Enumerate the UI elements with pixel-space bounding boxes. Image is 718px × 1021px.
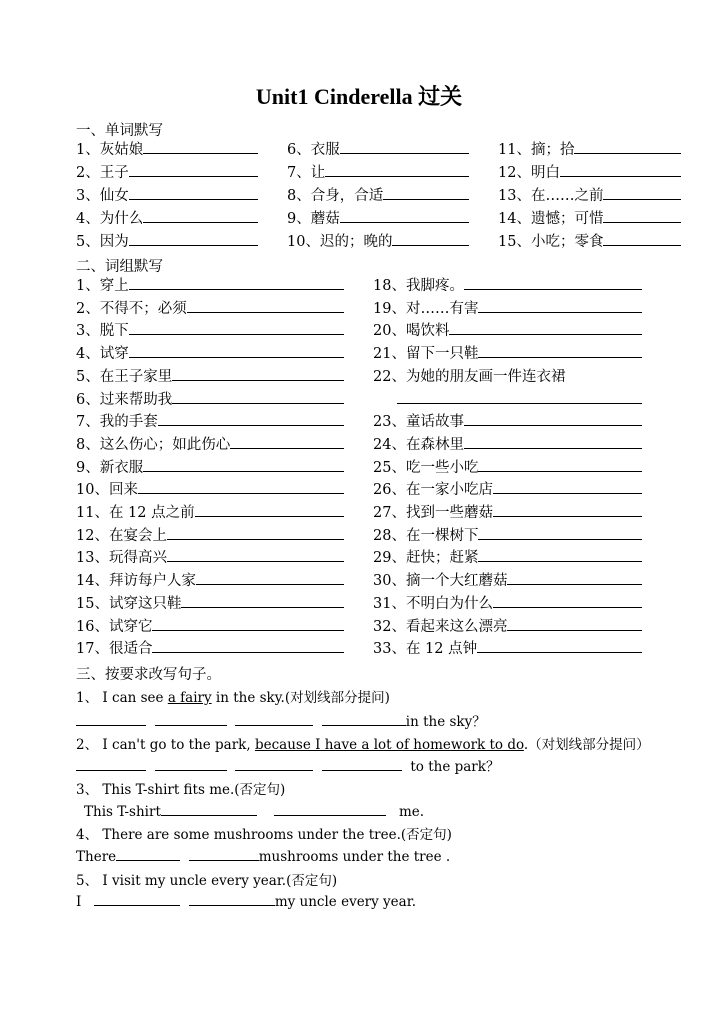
answer-blank[interactable] <box>478 343 642 358</box>
phrase-prompt: 8、这么伤心；如此伤心 <box>76 436 231 453</box>
answer-blank[interactable] <box>143 208 258 223</box>
question-3: 3、 This T-shirt fits me.(否定句) <box>76 782 286 798</box>
answer-blank[interactable] <box>464 411 642 426</box>
phrase-prompt: 33、在 12 点钟 <box>373 641 478 658</box>
answer-blank[interactable] <box>478 547 642 562</box>
phrase-prompt: 29、赶快；赶紧 <box>373 550 479 567</box>
answer-blank[interactable] <box>138 479 344 494</box>
phrase-prompt: 23、童话故事 <box>373 414 464 431</box>
phrase-prompt: 12、在宴会上 <box>76 527 167 544</box>
answer-blank[interactable] <box>392 231 469 246</box>
answer-blank[interactable] <box>560 162 681 177</box>
answer-blank[interactable] <box>477 638 642 653</box>
word-item <box>498 231 681 253</box>
answer-blank[interactable] <box>129 320 344 335</box>
answer-blank[interactable] <box>143 139 258 154</box>
answer-blank[interactable] <box>129 162 258 177</box>
phrase-prompt: 17、很适合 <box>76 641 153 658</box>
phrase-item <box>76 411 344 433</box>
phrase-prompt: 16、试穿它 <box>76 618 153 635</box>
phrase-prompt: 10、回来 <box>76 482 138 499</box>
phrase-item <box>76 547 344 569</box>
phrase-item <box>373 389 642 411</box>
answer-blank[interactable] <box>230 434 344 449</box>
answer-blank[interactable] <box>167 547 344 562</box>
answer-blank[interactable] <box>172 389 344 404</box>
word-prompt: 13、在……之前 <box>498 188 604 204</box>
phrase-item <box>76 616 344 638</box>
question-1: 1、 I can see a fairy in the sky.(对划线部分提问) <box>76 690 390 706</box>
phrase-prompt: 9、新衣服 <box>76 459 144 476</box>
phrase-item <box>373 457 642 479</box>
phrase-prompt: 20、喝饮料 <box>373 323 450 340</box>
answer-blank[interactable] <box>158 411 344 426</box>
answer-blank[interactable] <box>493 593 642 608</box>
phrase-item <box>373 547 642 569</box>
answer-line-2[interactable]: to the park？ <box>76 755 499 775</box>
phrase-prompt: 21、留下一只鞋 <box>373 346 479 363</box>
phrase-prompt: 27、找到一些蘑菇 <box>373 505 493 521</box>
question-5: 5、 I visit my uncle every year.(否定句) <box>76 873 338 889</box>
phrase-prompt: 13、玩得高兴 <box>76 550 167 567</box>
phrase-item <box>76 638 344 660</box>
phrase-item <box>373 434 642 456</box>
answer-blank[interactable] <box>603 231 681 246</box>
word-item <box>498 185 681 207</box>
answer-blank[interactable] <box>129 231 258 246</box>
phrase-prompt: 7、我的手套 <box>76 414 158 431</box>
answer-blank[interactable] <box>464 434 642 449</box>
word-prompt: 6、衣服 <box>287 142 340 158</box>
answer-blank[interactable] <box>129 343 344 358</box>
answer-blank[interactable] <box>507 570 642 585</box>
word-prompt: 10、迟的；晚的 <box>287 234 393 250</box>
answer-blank[interactable] <box>383 185 469 200</box>
answer-line-5[interactable]: I my uncle every year. <box>76 891 416 910</box>
word-item <box>76 139 258 161</box>
answer-blank[interactable] <box>325 162 469 177</box>
phrase-prompt: 11、在 12 点之前 <box>76 505 195 521</box>
answer-blank[interactable] <box>152 616 344 631</box>
phrase-item <box>373 593 642 615</box>
phrase-prompt: 32、看起来这么漂亮 <box>373 618 508 635</box>
answer-blank[interactable] <box>172 366 344 381</box>
answer-blank[interactable] <box>603 208 681 223</box>
word-prompt: 1、灰姑娘 <box>76 142 144 158</box>
phrase-item <box>373 366 642 388</box>
phrase-prompt: 18、我脚疼。 <box>373 278 464 294</box>
answer-blank[interactable] <box>603 185 681 200</box>
phrase-item <box>373 320 642 342</box>
answer-blank[interactable] <box>478 298 642 313</box>
answer-blank[interactable] <box>187 298 344 313</box>
section-heading-sentences: 三、按要求改写句子。 <box>76 667 221 683</box>
phrase-item <box>373 502 642 524</box>
word-prompt: 3、仙女 <box>76 188 129 204</box>
answer-blank[interactable] <box>181 593 344 608</box>
answer-blank[interactable] <box>167 525 344 540</box>
phrase-item <box>76 593 344 615</box>
phrase-item <box>373 570 642 592</box>
phrase-item <box>373 343 642 365</box>
word-item <box>76 231 258 253</box>
phrase-prompt: 22、为她的朋友画一件连衣裙 <box>373 368 566 385</box>
phrase-prompt: 26、在一家小吃店 <box>373 482 493 499</box>
answer-blank[interactable] <box>397 389 642 404</box>
section-heading-phrases: 二、词组默写 <box>76 259 163 275</box>
answer-blank[interactable] <box>152 638 344 653</box>
phrase-item <box>373 525 642 547</box>
answer-blank[interactable] <box>195 502 344 517</box>
answer-blank[interactable] <box>493 479 642 494</box>
page-title: Unit1 Cinderella 过关 <box>255 84 463 109</box>
answer-blank[interactable] <box>129 275 344 290</box>
word-prompt: 7、让 <box>287 165 326 181</box>
phrase-item <box>76 457 344 479</box>
answer-blank[interactable] <box>574 139 681 154</box>
word-item <box>76 185 258 207</box>
word-prompt: 11、摘；拾 <box>498 142 575 158</box>
word-prompt: 8、合身，合适 <box>287 188 384 204</box>
phrase-prompt: 28、在一棵树下 <box>373 527 479 544</box>
word-item <box>287 185 469 207</box>
phrase-item <box>373 638 642 660</box>
phrase-prompt: 30、摘一个大红蘑菇 <box>373 573 508 590</box>
phrase-item <box>76 479 344 501</box>
phrase-prompt: 1、穿上 <box>76 278 129 294</box>
word-prompt: 5、因为 <box>76 234 129 250</box>
word-prompt: 15、小吃；零食 <box>498 234 604 250</box>
word-prompt: 4、为什么 <box>76 211 144 227</box>
phrase-item <box>373 411 642 433</box>
answer-line-1[interactable]: in the sky？ <box>76 710 486 730</box>
phrase-item <box>76 434 344 456</box>
answer-blank[interactable] <box>196 570 344 585</box>
word-prompt: 2、王子 <box>76 165 129 181</box>
word-item <box>287 139 469 161</box>
word-prompt: 12、明白 <box>498 165 560 181</box>
phrase-prompt: 31、不明白为什么 <box>373 595 493 612</box>
answer-blank[interactable] <box>449 320 642 335</box>
phrase-item <box>76 320 344 342</box>
word-prompt: 14、遗憾；可惜 <box>498 211 604 227</box>
phrase-prompt: 25、吃一些小吃 <box>373 459 479 476</box>
phrase-prompt: 15、试穿这只鞋 <box>76 595 182 612</box>
section-heading-words: 一、单词默写 <box>76 123 163 139</box>
word-item <box>498 139 681 161</box>
word-item <box>287 231 469 253</box>
phrase-prompt: 14、拜访每户人家 <box>76 573 196 590</box>
phrase-prompt: 4、试穿 <box>76 346 129 363</box>
answer-blank[interactable] <box>143 457 344 472</box>
phrase-prompt: 2、不得不；必须 <box>76 300 187 317</box>
phrase-item <box>76 343 344 365</box>
phrase-item <box>373 616 642 638</box>
phrase-item <box>76 502 344 524</box>
answer-blank[interactable] <box>507 616 642 631</box>
answer-blank[interactable] <box>340 208 469 223</box>
phrase-prompt: 6、过来帮助我 <box>76 391 173 408</box>
phrase-item <box>76 366 344 388</box>
answer-blank[interactable] <box>478 457 642 472</box>
phrase-item <box>76 275 344 297</box>
phrase-item <box>76 298 344 320</box>
phrase-item <box>76 525 344 547</box>
answer-line-4[interactable]: There mushrooms under the tree . <box>76 846 450 865</box>
phrase-item <box>76 389 344 411</box>
question-4: 4、 There are some mushrooms under the tree.(否定句) <box>76 827 452 843</box>
answer-blank[interactable] <box>464 275 642 290</box>
answer-blank[interactable] <box>340 139 469 154</box>
word-item <box>287 208 469 230</box>
word-item <box>498 208 681 230</box>
phrase-item <box>373 479 642 501</box>
phrase-item <box>76 570 344 592</box>
answer-blank[interactable] <box>493 502 642 517</box>
phrase-prompt: 19、对……有害 <box>373 300 479 317</box>
phrase-prompt: 24、在森林里 <box>373 436 464 453</box>
phrase-prompt: 3、脱下 <box>76 323 129 340</box>
question-2: 2、 I can't go to the park, because I have a lot of homework to do.（对划线部分提问） <box>76 737 650 753</box>
word-item <box>287 162 469 184</box>
answer-blank[interactable] <box>129 185 258 200</box>
phrase-item <box>373 298 642 320</box>
word-prompt: 9、蘑菇 <box>287 211 340 227</box>
phrase-prompt: 5、在王子家里 <box>76 368 173 385</box>
phrase-item <box>373 275 642 297</box>
word-item <box>76 208 258 230</box>
word-item <box>76 162 258 184</box>
answer-line-3[interactable]: This T-shirt me. <box>84 801 424 820</box>
answer-blank[interactable] <box>478 525 642 540</box>
word-item <box>498 162 681 184</box>
